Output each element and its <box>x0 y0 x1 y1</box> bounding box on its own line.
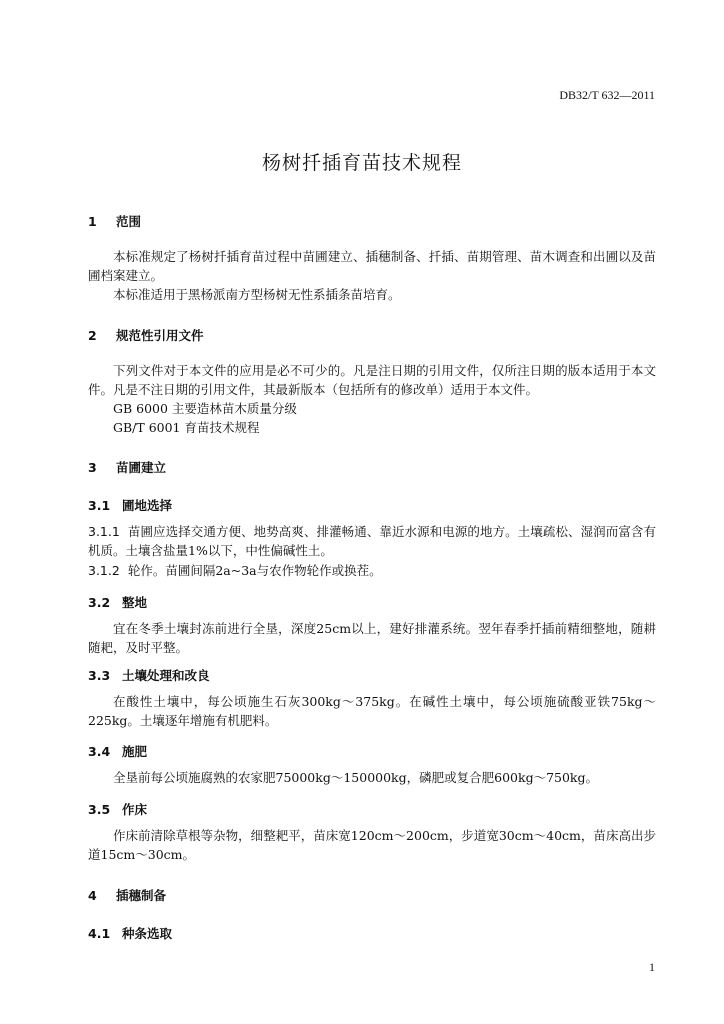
subsection-4-1-heading <box>88 924 172 942</box>
subsection-3-2-heading <box>88 593 147 611</box>
section-3-title: 苗圃建立 <box>116 460 167 475</box>
clause-3-1-1-number: 3.1.1 <box>88 524 120 539</box>
subsection-3-4-title: 施肥 <box>122 744 148 759</box>
normative-reference-1: GB 6000 主要造林苗木质量分级 <box>113 401 297 416</box>
subsection-3-2-title: 整地 <box>122 595 148 610</box>
subsection-3-4-number: 3.4 <box>88 744 111 759</box>
subsection-3-3-heading <box>88 666 210 684</box>
section-1-heading <box>88 212 141 230</box>
standard-code: DB32/T 632—2011 <box>559 88 655 102</box>
subsection-3-3-title: 土壤处理和改良 <box>122 668 210 683</box>
clause-3-1-2-number: 3.1.2 <box>88 563 120 578</box>
subsection-3-5-number: 3.5 <box>88 802 111 817</box>
subsection-3-5-title: 作床 <box>122 802 148 817</box>
subsection-3-4-paragraph: 全垦前每公顷施腐熟的农家肥75000kg～150000kg，磷肥或复合肥600kg～750kg。 <box>113 770 599 785</box>
section-4-title: 插穗制备 <box>116 888 167 903</box>
page-number: 1 <box>649 960 655 974</box>
section-3-heading <box>88 458 166 476</box>
subsection-3-3-number: 3.3 <box>88 668 111 683</box>
section-2-heading <box>88 326 204 344</box>
subsection-3-1-number: 3.1 <box>88 498 111 513</box>
clause-3-1-2-text: 轮作。苗圃间隔2a~3a与农作物轮作或换茬。 <box>127 563 382 578</box>
subsection-4-1-number: 4.1 <box>88 926 111 941</box>
section-4-number: 4 <box>88 888 97 903</box>
subsection-4-1-title: 种条选取 <box>122 926 173 941</box>
document-title: 杨树扦插育苗技术规程 <box>261 152 462 174</box>
section-1-title: 范围 <box>116 214 142 229</box>
section-1-paragraph-1: 本标准规定了杨树扦插育苗过程中苗圃建立、插穗制备、扦插、苗期管理、苗木调查和出圃以及苗圃档案建立。 <box>88 249 656 283</box>
subsection-3-3-paragraph: 在酸性土壤中，每公顷施生石灰300kg～375kg。在碱性土壤中，每公顷施硫酸亚铁75kg～225kg。土壤逐年增施有机肥料。 <box>88 694 656 728</box>
section-2-title: 规范性引用文件 <box>116 328 204 343</box>
section-3-number: 3 <box>88 460 97 475</box>
clause-3-1-1 <box>88 522 656 560</box>
subsection-3-5-heading <box>88 800 147 818</box>
subsection-3-2-paragraph: 宜在冬季土壤封冻前进行全垦，深度25cm以上，建好排灌系统。翌年春季扦插前精细整地，随耕随耙，及时平整。 <box>88 621 656 655</box>
section-4-heading <box>88 886 166 904</box>
subsection-3-5-paragraph: 作床前清除草根等杂物，细整耙平，苗床宽120cm～200cm，步道宽30cm～40cm，苗床高出步道15cm～30cm。 <box>88 828 656 862</box>
subsection-3-1-heading <box>88 496 172 514</box>
section-2-paragraph-1: 下列文件对于本文件的应用是必不可少的。凡是注日期的引用文件，仅所注日期的版本适用于本文件。凡是不注日期的引用文件，其最新版本（包括所有的修改单）适用于本文件。 <box>88 363 656 397</box>
clause-3-1-2 <box>88 561 656 580</box>
section-1-number: 1 <box>88 214 97 229</box>
clause-3-1-1-text: 苗圃应选择交通方便、地势高爽、排灌畅通、靠近水源和电源的地方。土壤疏松、湿润而富含有机质。土壤含盐量1%以下，中性偏碱性土。 <box>88 524 656 558</box>
normative-reference-2: GB/T 6001 育苗技术规程 <box>113 420 260 435</box>
section-2-number: 2 <box>88 328 97 343</box>
subsection-3-1-title: 圃地选择 <box>122 498 173 513</box>
subsection-3-4-heading <box>88 742 147 760</box>
section-1-paragraph-2: 本标准适用于黑杨派南方型杨树无性系插条苗培育。 <box>113 287 401 302</box>
subsection-3-2-number: 3.2 <box>88 595 111 610</box>
